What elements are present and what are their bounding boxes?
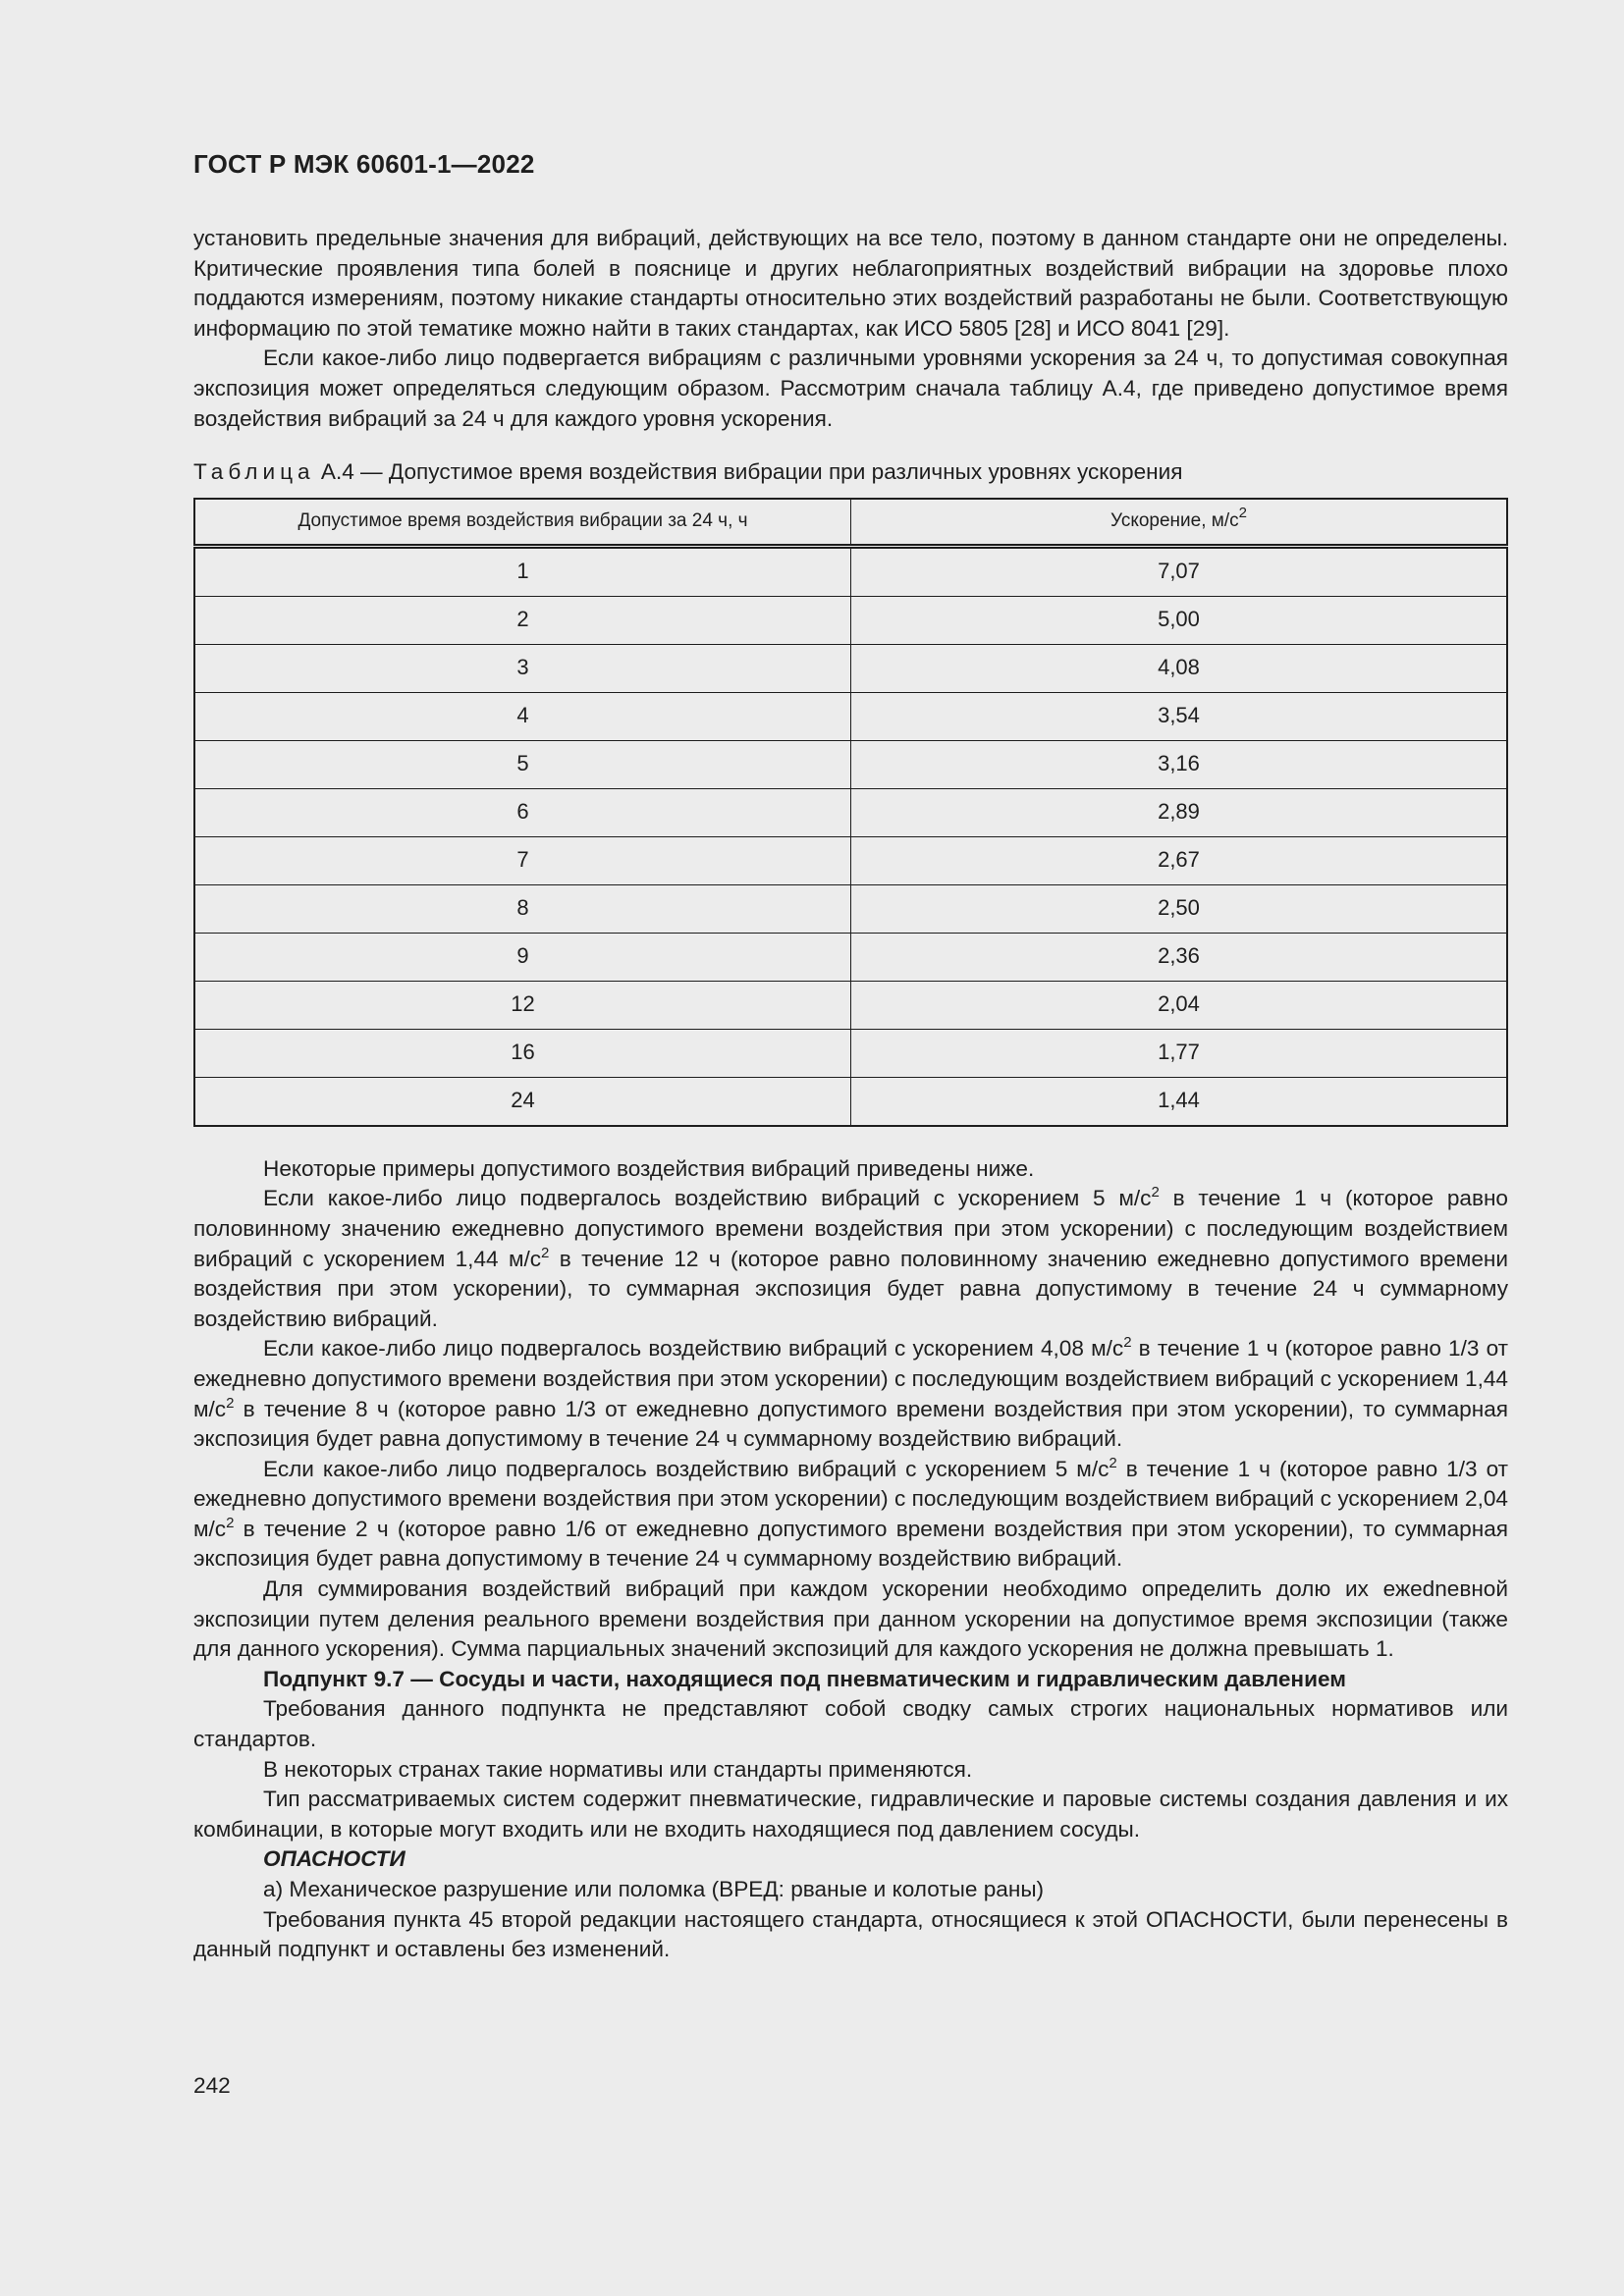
paragraph [193, 1575, 1508, 1665]
time-cell: 3 [194, 644, 851, 692]
acceleration-cell: 1,44 [851, 1077, 1508, 1126]
body-paragraphs [193, 1154, 1508, 1965]
text-run: в течение 12 ч (которое равно половинному значению ежедневно допустимого времени воздействия при этом ускорении), то суммарная экспозиция будет равна допустимому в течение 24 ч суммарному воздействию вибраций. [193, 1246, 1508, 1331]
text-run: установить предельные значения для вибраций, действующих на все тело, поэтому в данном стандарте они не определены. Критические проявления типа болей в пояснице и других неблагоприятных воздействий вибрации на здоровье плохо поддаются измерениям, поэтому никакие стандарты относительно этих воздействий разработаны не были. Соответствующую информацию по этой тематике можно найти в таких стандартах, как ИСО 5805 [28] и ИСО 8041 [29]. [193, 226, 1508, 341]
table-caption [193, 457, 1508, 488]
paragraph [193, 1665, 1508, 1695]
column-header-time: Допустимое время воздействия вибрации за 24 ч, ч [194, 499, 851, 547]
text-run: Если какое-либо лицо подвергается вибрациям с различными уровнями ускорения за 24 ч, то допустимая совокупная экспозиция может определяться следующим образом. Рассмотрим сначала таблицу А.4, где приведено допустимое время воздействия вибраций за 24 ч для каждого уровня ускорения. [193, 346, 1508, 431]
table-caption-text: А.4 — Допустимое время воздействия вибрации при различных уровнях ускорения [314, 459, 1183, 485]
table-row [194, 644, 1507, 692]
time-cell: 1 [194, 546, 851, 596]
text-run: Если какое-либо лицо подвергалось воздействию вибраций с ускорением 4,08 м/с [263, 1336, 1124, 1362]
acceleration-cell: 7,07 [851, 546, 1508, 596]
acceleration-cell: 5,00 [851, 596, 1508, 644]
time-cell: 9 [194, 933, 851, 981]
acceleration-cell: 2,67 [851, 836, 1508, 884]
acceleration-cell: 2,36 [851, 933, 1508, 981]
table-caption-prefix: Таблица [193, 459, 315, 485]
paragraph [193, 1154, 1508, 1185]
text-run: Если какое-либо лицо подвергалось воздействию вибраций с ускорением 5 м/с [263, 1186, 1152, 1211]
acceleration-cell: 3,54 [851, 692, 1508, 740]
superscript: 2 [1238, 504, 1247, 521]
paragraph [193, 1455, 1508, 1575]
acceleration-cell: 2,50 [851, 884, 1508, 933]
time-cell: 12 [194, 981, 851, 1029]
paragraph [193, 344, 1508, 434]
time-cell: 5 [194, 740, 851, 788]
text-run: Некоторые примеры допустимого воздействия вибраций приведены ниже. [263, 1155, 1035, 1181]
text-run: В некоторых странах такие нормативы или стандарты применяются. [263, 1756, 973, 1782]
paragraph [193, 1875, 1508, 1905]
paragraph [193, 1905, 1508, 1965]
superscript: 2 [226, 1514, 235, 1531]
text-run: Тип рассматриваемых систем содержит пневматические, гидравлические и паровые системы создания давления и их комбинации, в которые могут входить или не входить находящиеся под давлением сосуды. [193, 1787, 1508, 1842]
table-row [194, 692, 1507, 740]
superscript: 2 [1109, 1454, 1117, 1471]
text-run: в течение 8 ч (которое равно 1/3 от ежедневно допустимого времени воздействия при этом ускорении), то суммарная экспозиция будет равна допустимому в течение 24 ч суммарному воздействию вибраций. [193, 1396, 1508, 1452]
time-cell: 24 [194, 1077, 851, 1126]
paragraph [193, 224, 1508, 344]
paragraph [193, 1785, 1508, 1844]
paragraph [193, 1184, 1508, 1334]
table-row [194, 884, 1507, 933]
acceleration-cell: 3,16 [851, 740, 1508, 788]
table-row [194, 1077, 1507, 1126]
text-run: Требования данного подпункта не представляют собой сводку самых строгих национальных нормативов или стандартов. [193, 1696, 1508, 1752]
table-row [194, 981, 1507, 1029]
text-run: Если какое-либо лицо подвергалось воздействию вибраций с ускорением 5 м/с [263, 1456, 1110, 1481]
paragraph [193, 1844, 1508, 1875]
time-cell: 8 [194, 884, 851, 933]
text-run: в течение 1 ч (которое равно половинному значению ежедневно допустимого времени воздействия при этом ускорении) с последующим воздействием вибраций с ускорением 1,44 м/с [193, 1186, 1508, 1271]
text-run: Подпункт 9.7 — Сосуды и части, находящиеся под пневматическим и гидравлическим давлением [263, 1666, 1346, 1691]
table-row [194, 836, 1507, 884]
column-header-acceleration-text: Ускорение, м/с [1110, 509, 1239, 531]
intro-paragraphs [193, 224, 1508, 434]
acceleration-cell: 2,89 [851, 788, 1508, 836]
superscript: 2 [1151, 1184, 1160, 1201]
time-cell: 16 [194, 1029, 851, 1077]
vibration-table [193, 498, 1508, 1127]
table-row [194, 596, 1507, 644]
text-run: а) Механическое разрушение или поломка (ВРЕД: рваные и колотые раны) [263, 1877, 1045, 1901]
page-number: 242 [193, 2073, 231, 2098]
table-header-row [194, 499, 1507, 547]
superscript: 2 [226, 1394, 235, 1412]
superscript: 2 [1123, 1334, 1132, 1352]
table-row [194, 933, 1507, 981]
table-row [194, 546, 1507, 596]
text-run: Для суммирования воздействий вибраций при каждом ускорении необходимо определить долю их ежednевной экспозиции путем деления реального времени воздействия при данном ускорении на допустимое время экспозиции (также для данного ускорения). Сумма парциальных значений экспозиций для каждого ускорения не должна превышать 1. [193, 1576, 1508, 1662]
text-run: в течение 1 ч (которое равно 1/3 от ежедневно допустимого времени воздействия при этом ускорении) с последующим воздействием вибраций с ускорением 2,04 м/с [193, 1456, 1508, 1541]
column-header-acceleration [851, 499, 1508, 547]
time-cell: 2 [194, 596, 851, 644]
time-cell: 7 [194, 836, 851, 884]
paragraph [193, 1334, 1508, 1454]
paragraph [193, 1694, 1508, 1754]
acceleration-cell: 1,77 [851, 1029, 1508, 1077]
acceleration-cell: 4,08 [851, 644, 1508, 692]
table-row [194, 740, 1507, 788]
time-cell: 6 [194, 788, 851, 836]
document-header: ГОСТ Р МЭК 60601-1—2022 [193, 149, 535, 179]
text-run: ОПАСНОСТИ [263, 1846, 406, 1872]
text-run: в течение 2 ч (которое равно 1/6 от ежедневно допустимого времени воздействия при этом ускорении), то суммарная экспозиция будет равна допустимому в течение 24 ч суммарному воздействию вибраций. [193, 1516, 1508, 1572]
time-cell: 4 [194, 692, 851, 740]
table-row [194, 1029, 1507, 1077]
table-row [194, 788, 1507, 836]
superscript: 2 [541, 1244, 550, 1261]
text-run: Требования пункта 45 второй редакции настоящего стандарта, относящиеся к этой ОПАСНОСТИ, были перенесены в данный подпункт и оставлены без изменений. [193, 1906, 1508, 1962]
text-run: в течение 1 ч (которое равно 1/3 от ежедневно допустимого времени воздействия при этом ускорении) с последующим воздействием вибраций с ускорением 1,44 м/с [193, 1336, 1509, 1421]
acceleration-cell: 2,04 [851, 981, 1508, 1029]
page-content [193, 224, 1508, 1965]
paragraph [193, 1755, 1508, 1786]
